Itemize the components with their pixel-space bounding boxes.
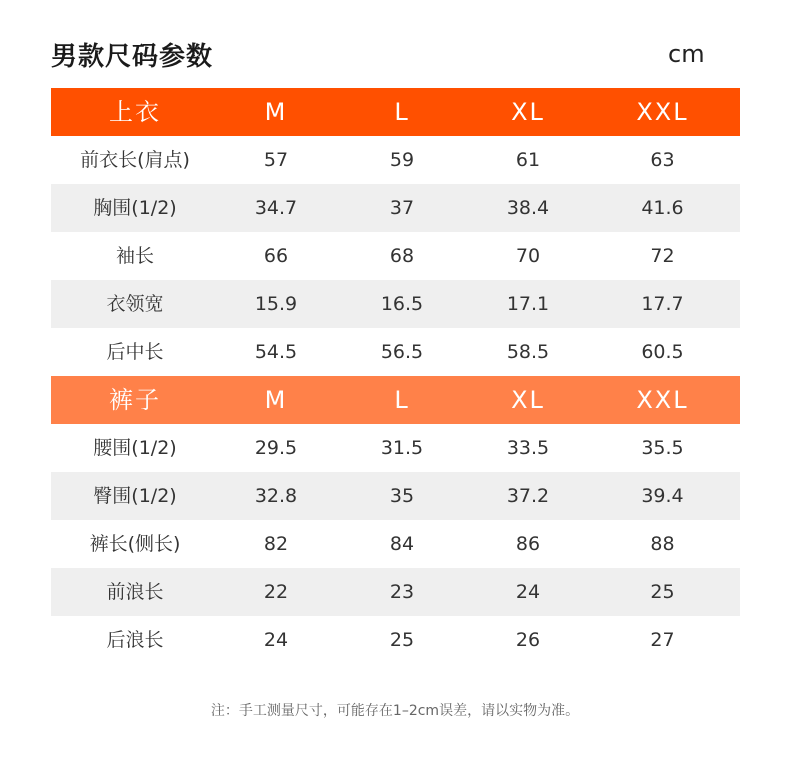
table-cell: 35 [389, 485, 415, 507]
header-cell: 上衣 [109, 98, 161, 126]
table-cell: 22 [263, 581, 289, 603]
row-label: 前衣长(肩点) [80, 149, 190, 171]
table-cell: 24 [515, 581, 541, 603]
table-row [51, 568, 740, 616]
page-title: 男款尺码参数 [51, 42, 214, 72]
table-row [51, 616, 740, 664]
table-cell: 27 [650, 629, 675, 651]
table-cell: 31.5 [380, 437, 424, 459]
size-table [51, 88, 740, 664]
table-cell: 72 [650, 245, 675, 267]
header-cell: XL [511, 98, 545, 126]
row-label: 裤长(侧长) [89, 533, 181, 555]
table-cell: 34.7 [254, 197, 298, 219]
row-label: 衣领宽 [106, 293, 164, 315]
top-header-row [51, 88, 740, 136]
header-cell: 裤子 [109, 386, 161, 414]
table-cell: 70 [515, 245, 541, 267]
table-row [51, 520, 740, 568]
table-cell: 24 [263, 629, 289, 651]
table-row [51, 184, 740, 232]
row-label: 腰围(1/2) [93, 437, 177, 459]
table-cell: 38.4 [506, 197, 550, 219]
row-label: 前浪长 [106, 581, 164, 603]
table-cell: 61 [515, 149, 541, 171]
table-cell: 37.2 [506, 485, 550, 507]
table-cell: 41.6 [641, 197, 684, 219]
table-cell: 88 [650, 533, 675, 555]
table-cell: 15.9 [254, 293, 298, 315]
header-cell: M [264, 98, 288, 126]
header-cell: L [394, 386, 410, 414]
table-cell: 82 [263, 533, 289, 555]
table-cell: 39.4 [641, 485, 684, 507]
table-cell: 25 [650, 581, 675, 603]
table-cell: 54.5 [254, 341, 298, 363]
table-row [51, 136, 740, 184]
row-label: 臀围(1/2) [93, 485, 177, 507]
header-cell: M [264, 386, 288, 414]
table-cell: 63 [650, 149, 675, 171]
table-row [51, 232, 740, 280]
row-label: 胸围(1/2) [93, 197, 177, 219]
row-label: 后中长 [106, 341, 164, 363]
table-cell: 58.5 [506, 341, 550, 363]
table-row [51, 328, 740, 376]
table-cell: 56.5 [380, 341, 424, 363]
table-cell: 16.5 [380, 293, 424, 315]
header-cell: XXL [636, 98, 689, 126]
table-row [51, 280, 740, 328]
table-cell: 59 [389, 149, 415, 171]
table-cell: 17.1 [506, 293, 550, 315]
table-cell: 84 [389, 533, 415, 555]
row-label: 后浪长 [106, 629, 164, 651]
table-cell: 57 [263, 149, 289, 171]
table-cell: 26 [515, 629, 541, 651]
table-cell: 23 [389, 581, 415, 603]
table-cell: 35.5 [641, 437, 684, 459]
table-cell: 29.5 [254, 437, 298, 459]
table-cell: 25 [389, 629, 415, 651]
table-row [51, 424, 740, 472]
bottom-header-row [51, 376, 740, 424]
unit-label: cm [668, 40, 705, 68]
table-cell: 66 [263, 245, 289, 267]
table-cell: 32.8 [254, 485, 298, 507]
footnote: 注：手工测量尺寸，可能存在1–2cm误差，请以实物为准。 [210, 703, 580, 719]
table-cell: 86 [515, 533, 541, 555]
table-cell: 37 [389, 197, 415, 219]
table-cell: 60.5 [641, 341, 684, 363]
header-cell: L [394, 98, 410, 126]
table-row [51, 472, 740, 520]
header-cell: XL [511, 386, 545, 414]
table-cell: 68 [389, 245, 415, 267]
table-cell: 33.5 [506, 437, 550, 459]
row-label: 袖长 [115, 245, 154, 267]
header-cell: XXL [636, 386, 689, 414]
table-cell: 17.7 [641, 293, 684, 315]
